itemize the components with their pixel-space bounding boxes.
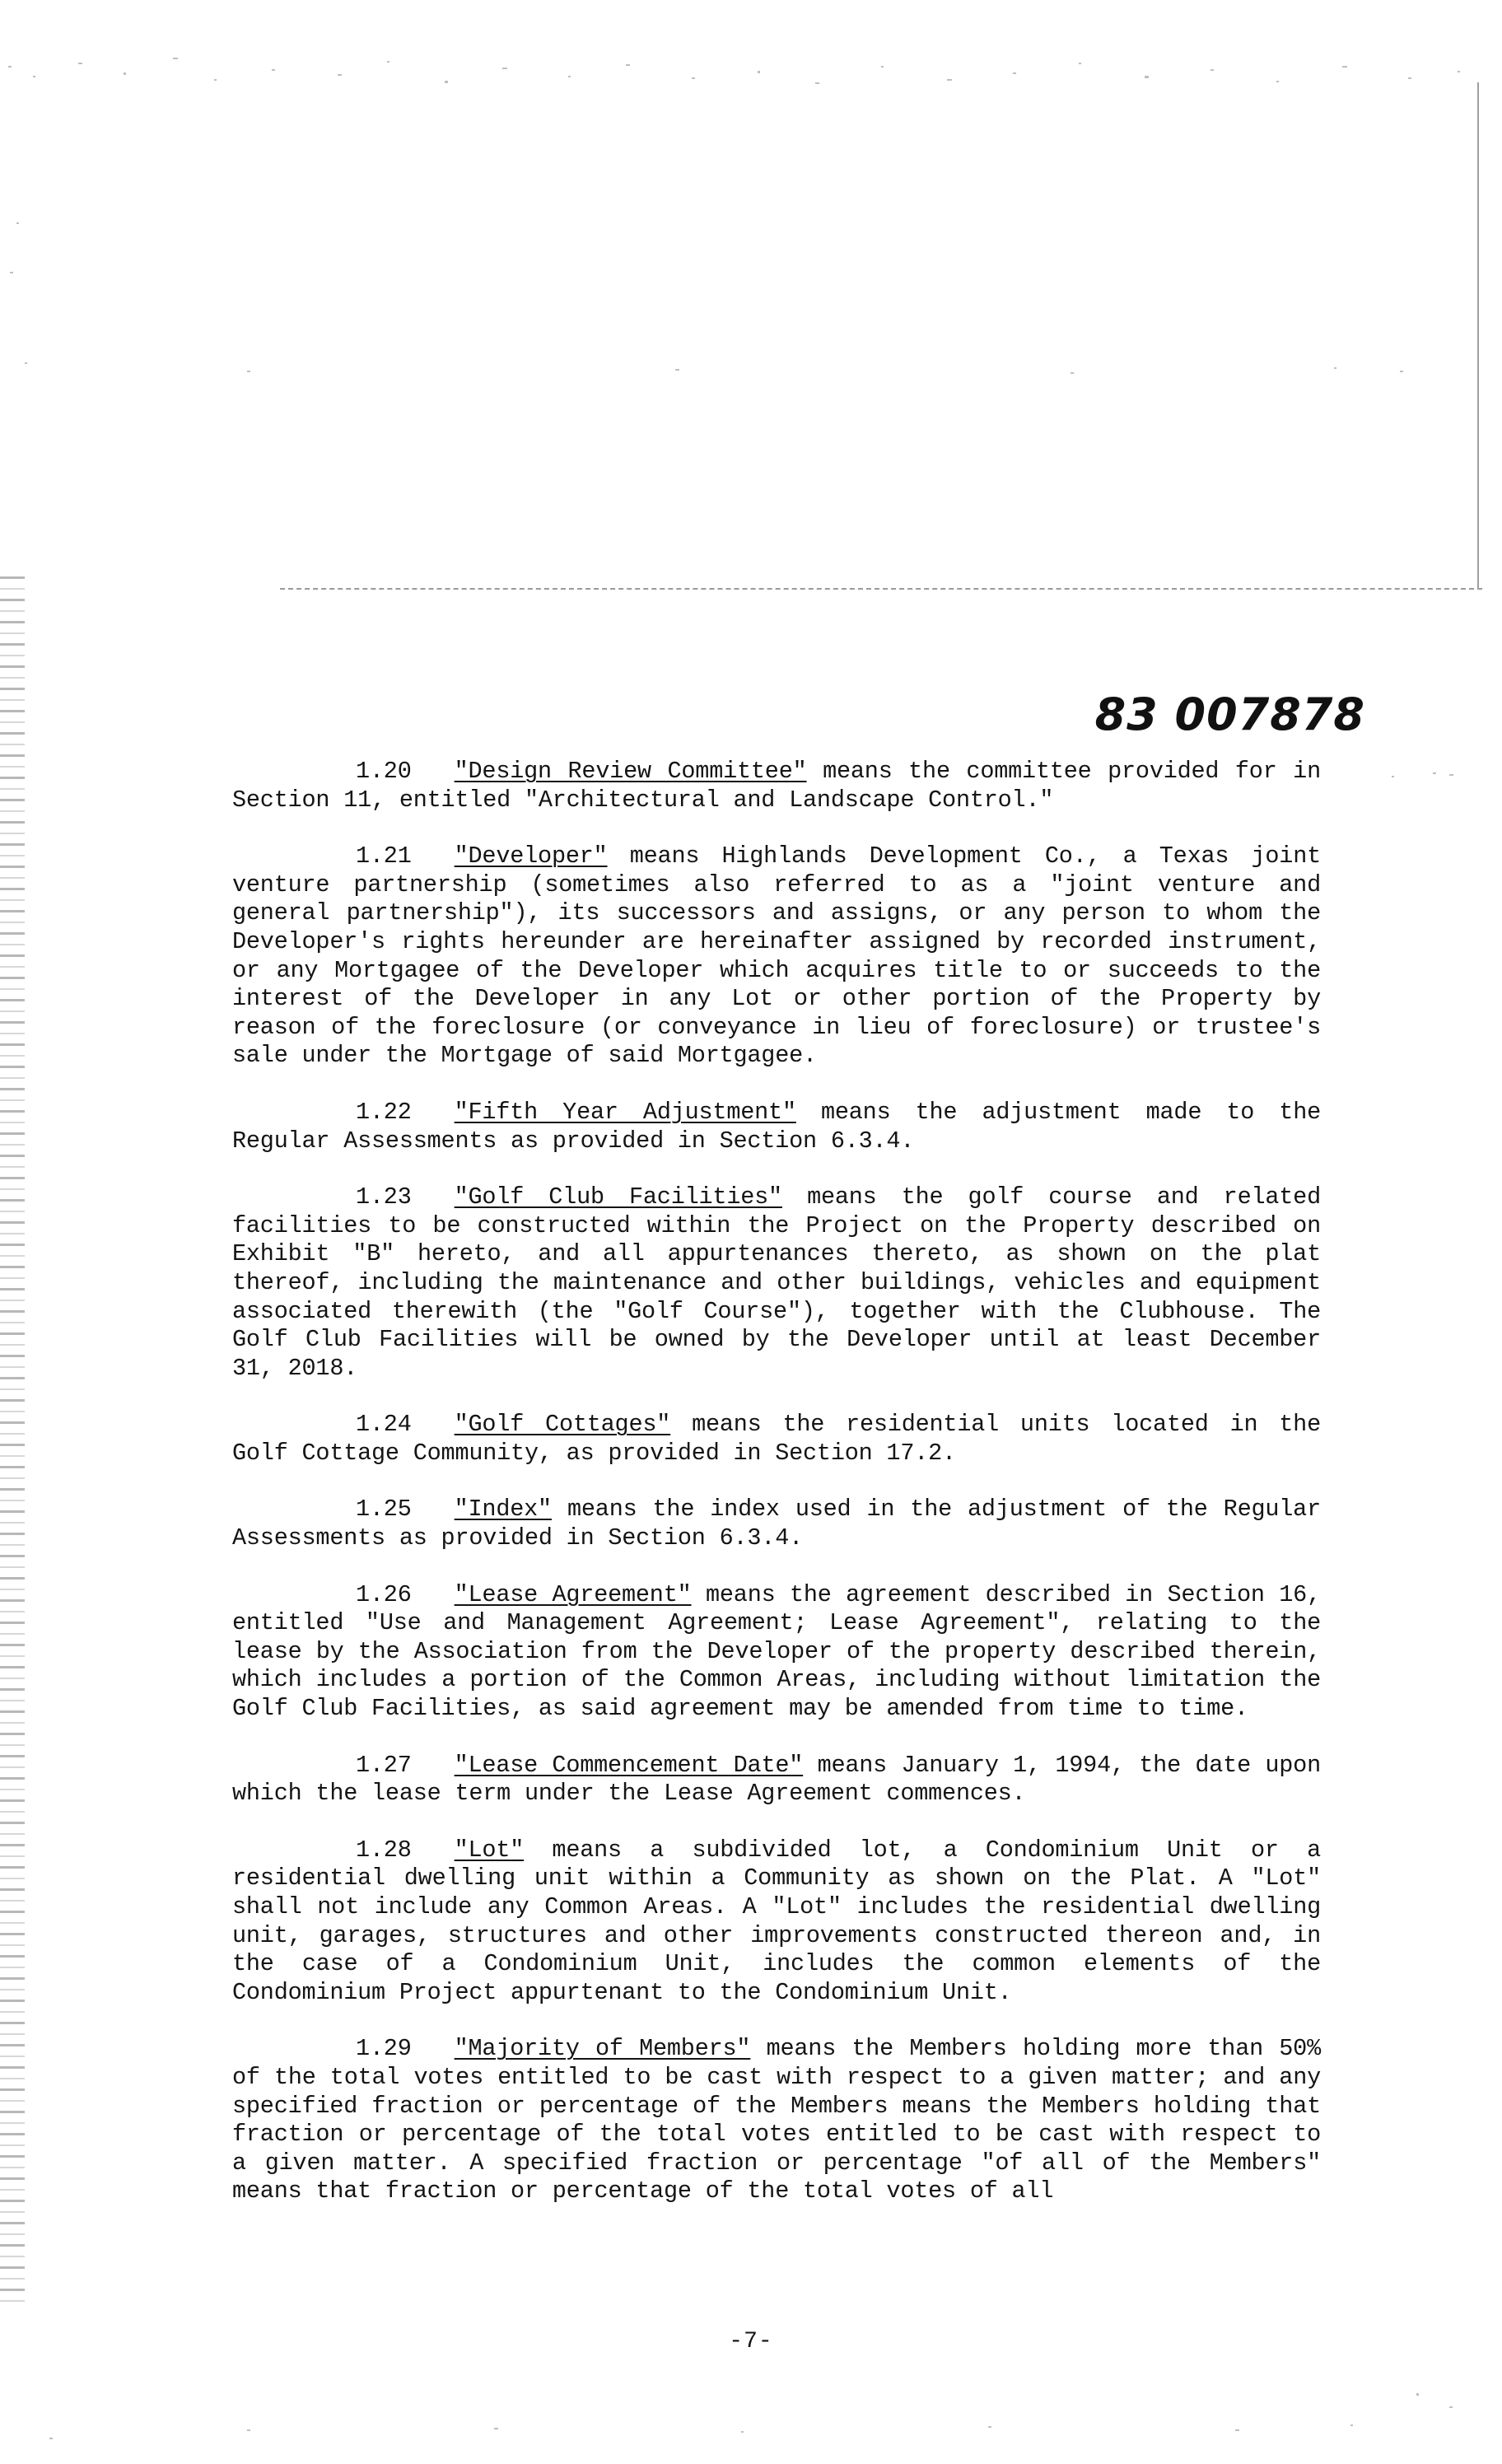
definition-1-28	[232, 1836, 1321, 2008]
defined-term: "Design Review Committee"	[454, 758, 807, 785]
scan-fold-line	[280, 588, 1482, 590]
definition-1-21	[232, 842, 1321, 1071]
defined-term: "Fifth Year Adjustment"	[454, 1098, 796, 1126]
definition-number: 1.27	[356, 1751, 412, 1779]
definition-number: 1.20	[356, 758, 412, 785]
definition-1-23	[232, 1183, 1321, 1383]
definition-1-26	[232, 1581, 1321, 1724]
definition-number: 1.29	[356, 2035, 412, 2063]
left-margin-scan-marks	[0, 576, 25, 2306]
defined-term: "Golf Cottages"	[454, 1411, 671, 1439]
definition-text: means the Members holding more than 50% of the total votes entitled to be cast with respect to a given matter; and any specified fraction or percentage of the Members means the Members holding that fraction or percentage of the total votes entitled to be cast with respect to a given matter. A specified fraction or percentage "of all of the Members" means that fraction or percentage of the total votes of all	[232, 2035, 1321, 2205]
recording-number: 83 007878	[1094, 688, 1365, 740]
definitions-section	[232, 758, 1321, 2234]
definition-number: 1.23	[356, 1183, 412, 1211]
defined-term: "Developer"	[454, 842, 608, 870]
definition-number: 1.26	[356, 1580, 412, 1608]
definition-1-27	[232, 1752, 1321, 1808]
definition-text: means January 1, 1994, the date upon which the lease term under the Lease Agreement commences.	[232, 1751, 1321, 1808]
scan-edge-line	[1477, 82, 1479, 590]
definition-1-22	[232, 1099, 1321, 1155]
definition-text: means the golf course and related facilities to be constructed within the Project on the Property described on Exhibit "B" hereto, and all appurtenances thereto, as shown on the plat thereof, including the maintenance and other buildings, vehicles and equipment associated therewith (the "Golf Course"), together with the Clubhouse. The Golf Club Facilities will be owned by the Developer until at least December 31, 2018.	[232, 1183, 1321, 1382]
definition-text: means the committee provided for in Section 11, entitled "Architectural and Landscape Control."	[232, 758, 1321, 814]
definition-text: means the adjustment made to the Regular Assessments as provided in Section 6.3.4.	[232, 1098, 1321, 1155]
defined-term: "Lot"	[454, 1836, 525, 1864]
definition-1-24	[232, 1411, 1321, 1468]
definition-text: means the agreement described in Section 16, entitled "Use and Management Agreement; Lease Agreement", relating to the lease by the Association from the Developer of the property described therein, which includes a portion of the Common Areas, including without limitation the Golf Club Facilities, as said agreement may be amended from time to time.	[232, 1580, 1321, 1723]
definition-text: means the index used in the adjustment of the Regular Assessments as provided in Section 6.3.4.	[232, 1496, 1321, 1552]
defined-term: "Majority of Members"	[454, 2035, 751, 2063]
definition-number: 1.28	[356, 1836, 412, 1864]
definition-number: 1.22	[356, 1098, 412, 1126]
definition-number: 1.25	[356, 1496, 412, 1524]
defined-term: "Golf Club Facilities"	[454, 1183, 782, 1211]
definition-number: 1.21	[356, 842, 412, 870]
definition-text: means Highlands Development Co., a Texas joint venture partnership (sometimes also referred to as a "joint venture and general partnership"), its successors and assigns, or any person to whom the Developer's rights hereunder are hereinafter assigned by recorded instrument, or any Mortgagee of the Developer which acquires title to or succeeds to the interest of the Developer in any Lot or other portion of the Property by reason of the foreclosure (or conveyance in lieu of foreclosure) or trustee's sale under the Mortgage of said Mortgagee.	[232, 842, 1321, 1070]
defined-term: "Index"	[454, 1496, 552, 1524]
definition-1-29	[232, 2035, 1321, 2206]
definition-number: 1.24	[356, 1411, 412, 1439]
defined-term: "Lease Agreement"	[454, 1580, 692, 1608]
definition-1-20	[232, 758, 1321, 814]
definition-1-25	[232, 1496, 1321, 1552]
definition-text: means a subdivided lot, a Condominium Unit or a residential dwelling unit within a Community as shown on the Plat. A "Lot" shall not include any Common Areas. A "Lot" includes the residential dwelling unit, garages, structures and other improvements constructed thereon and, in the case of a Condominium Unit, includes the common elements of the Condominium Project appurtenant to the Condominium Unit.	[232, 1836, 1321, 2006]
definition-text: means the residential units located in the Golf Cottage Community, as provided in Section 17.2.	[232, 1411, 1321, 1467]
defined-term: "Lease Commencement Date"	[454, 1751, 804, 1779]
page-number: -7-	[729, 2329, 773, 2354]
